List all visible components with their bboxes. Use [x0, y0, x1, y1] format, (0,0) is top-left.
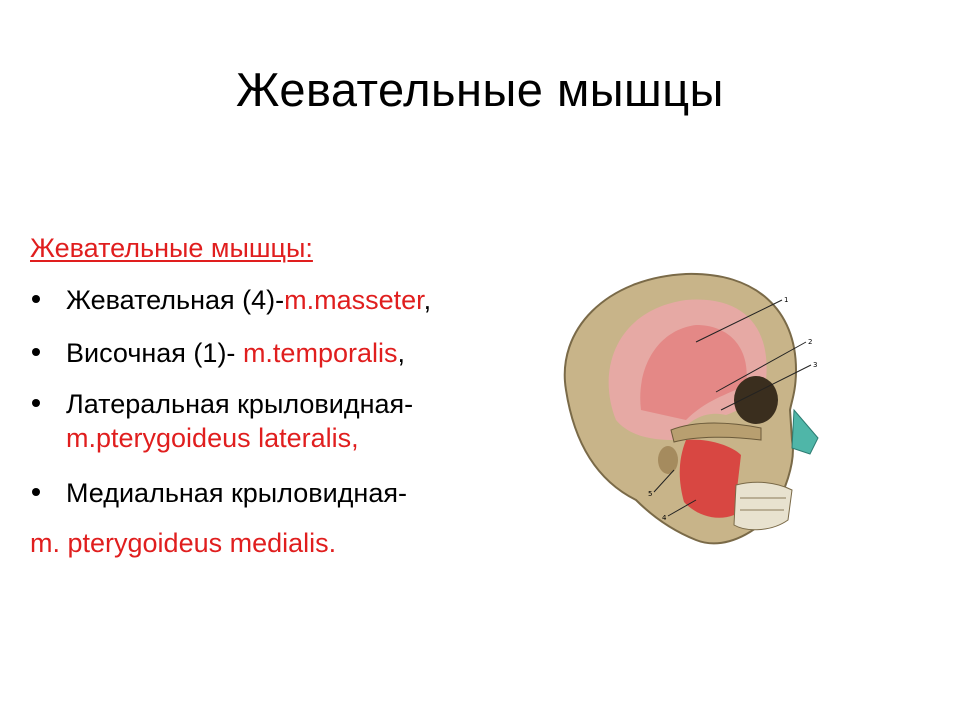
section-heading: Жевательные мышцы:: [30, 233, 313, 263]
continuation-text: m. pterygoideus medialis.: [30, 528, 337, 558]
figure-label: 5: [648, 490, 653, 498]
item-ru: Латеральная крыловидная-: [66, 389, 414, 419]
item-lat: m.masseter: [284, 285, 424, 315]
item-suffix: ,: [397, 338, 405, 368]
figure-label: 2: [808, 338, 813, 346]
slide-title: Жевательные мышцы: [236, 63, 724, 116]
text-block: [30, 233, 550, 560]
list-item: [30, 283, 550, 317]
item-lat: m.temporalis: [242, 338, 398, 368]
item-ru: Жевательная (4)-: [66, 285, 285, 315]
item-lat: m.pterygoideus lateralis,: [66, 423, 359, 453]
muscle-list: [30, 283, 550, 510]
list-item: [30, 336, 550, 370]
figure-label: 1: [784, 296, 789, 304]
skull-muscles-illustration: [556, 270, 846, 550]
item-ru: Височная (1)-: [66, 338, 243, 368]
item-ru: Медиальная крыловидная-: [66, 478, 407, 508]
item-suffix: ,: [423, 285, 432, 315]
list-item: [30, 476, 550, 510]
figure-label: 3: [813, 361, 818, 369]
list-item: [30, 387, 550, 455]
figure-label: 4: [662, 514, 667, 522]
